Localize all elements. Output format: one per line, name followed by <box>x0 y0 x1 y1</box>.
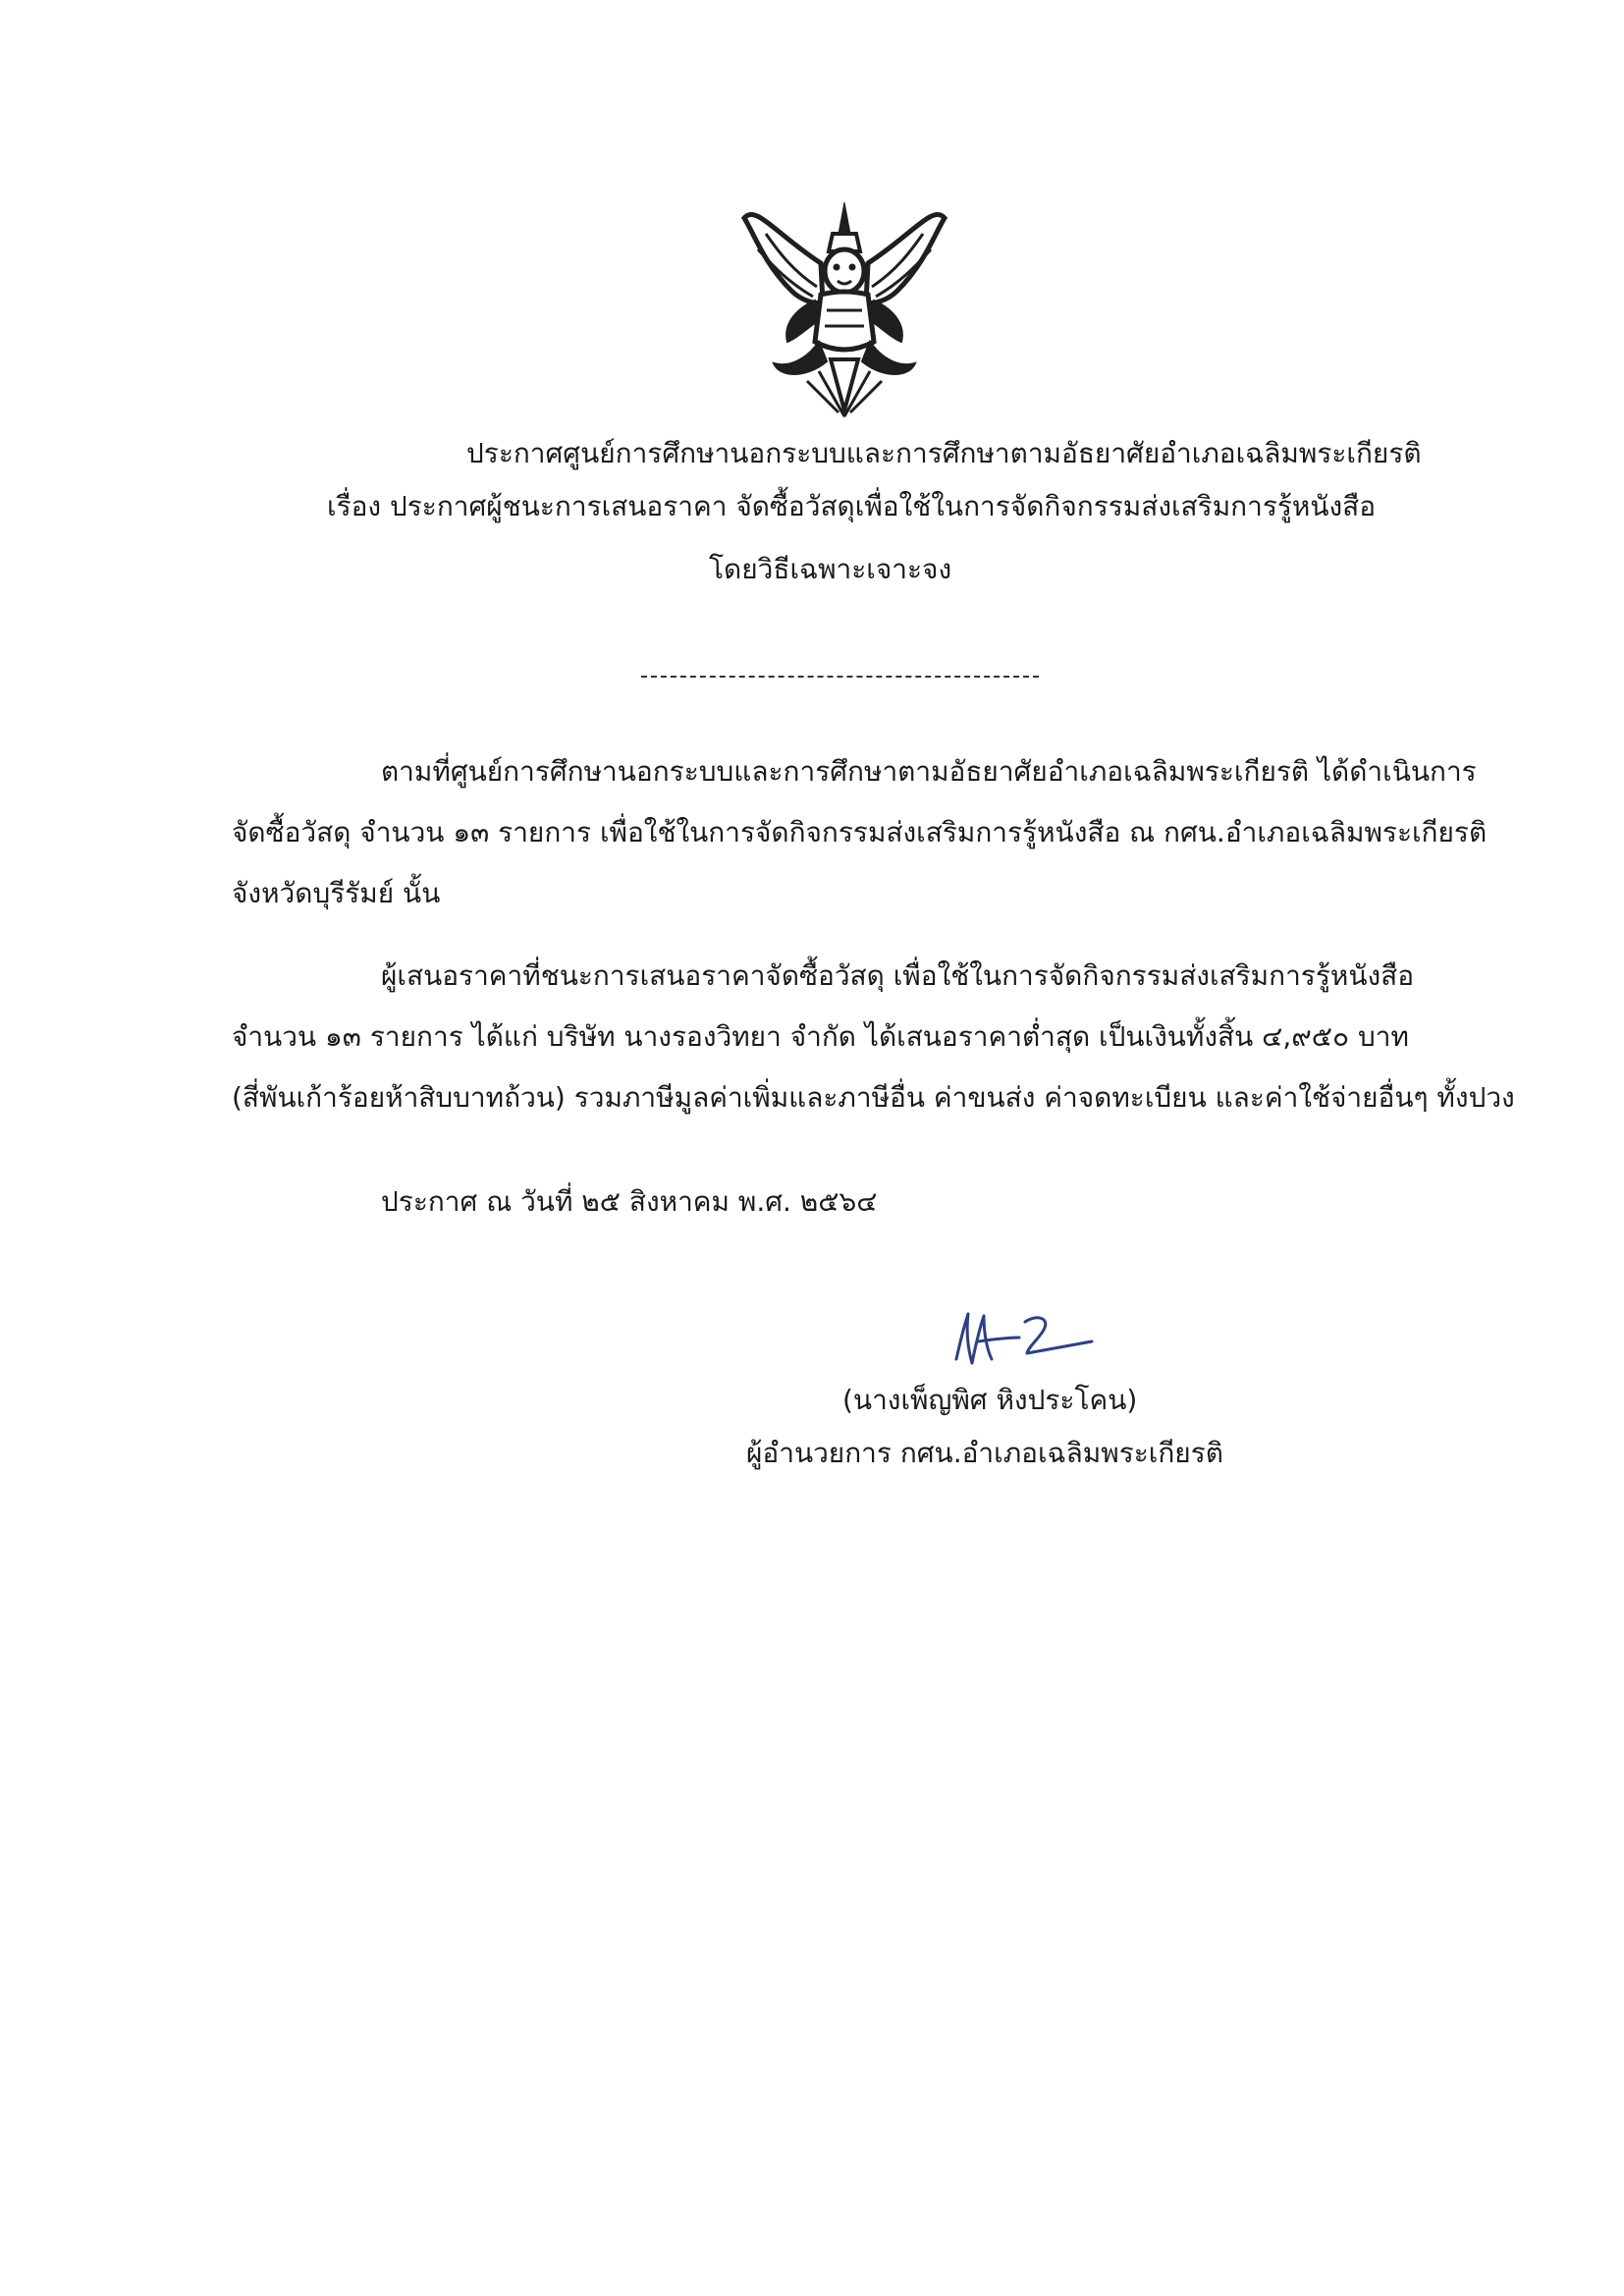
divider-line <box>641 676 1039 678</box>
signer-name: (นางเพ็ญพิศ หิงประโคน) <box>842 1384 1138 1416</box>
announcement-title: ประกาศศูนย์การศึกษานอกระบบและการศึกษาตามอัธยาศัยอำเภอเฉลิมพระเกียรติ <box>466 437 1422 469</box>
subject-line: เรื่อง ประกาศผู้ชนะการเสนอราคา จัดซื้อวัสดุเพื่อใช้ในการจัดกิจกรรมส่งเสริมการรู้หนังสือ <box>327 490 1377 522</box>
paragraph-2-line-2: จำนวน ๑๓ รายการ ได้แก่ บริษัท นางรองวิทยา จำกัด ได้เสนอราคาต่ำสุด เป็นเงินทั้งสิ้น ๔,๙๕๐ บาท <box>232 1020 1409 1053</box>
paragraph-2-line-1: ผู้เสนอราคาที่ชนะการเสนอราคาจัดซื้อวัสดุ เพื่อใช้ในการจัดกิจกรรมส่งเสริมการรู้หนังสือ <box>381 959 1415 992</box>
paragraph-2-line-3: (สี่พันเก้าร้อยห้าสิบบาทถ้วน) รวมภาษีมูลค่าเพิ่มและภาษีอื่น ค่าขนส่ง ค่าจดทะเบียน และค่าใช้จ่ายอื่นๆ ทั้งปวง <box>232 1081 1515 1114</box>
handwritten-signature-icon <box>950 1302 1098 1381</box>
signer-position: ผู้อำนวยการ กศน.อำเภอเฉลิมพระเกียรติ <box>746 1437 1223 1469</box>
paragraph-1-line-2: จัดซื้อวัสดุ จำนวน ๑๓ รายการ เพื่อใช้ในการจัดกิจกรรมส่งเสริมการรู้หนังสือ ณ กศน.อำเภอเฉลิมพระเกียรติ <box>232 816 1488 848</box>
garuda-emblem-icon <box>736 194 952 418</box>
paragraph-1-line-1: ตามที่ศูนย์การศึกษานอกระบบและการศึกษาตามอัธยาศัยอำเภอเฉลิมพระเกียรติ ได้ดำเนินการ <box>381 755 1477 788</box>
paragraph-1-line-3: จังหวัดบุรีรัมย์ นั้น <box>232 877 441 909</box>
procurement-method: โดยวิธีเฉพาะเจาะจง <box>709 553 952 585</box>
announcement-date: ประกาศ ณ วันที่ ๒๕ สิงหาคม พ.ศ. ๒๕๖๔ <box>381 1185 878 1218</box>
